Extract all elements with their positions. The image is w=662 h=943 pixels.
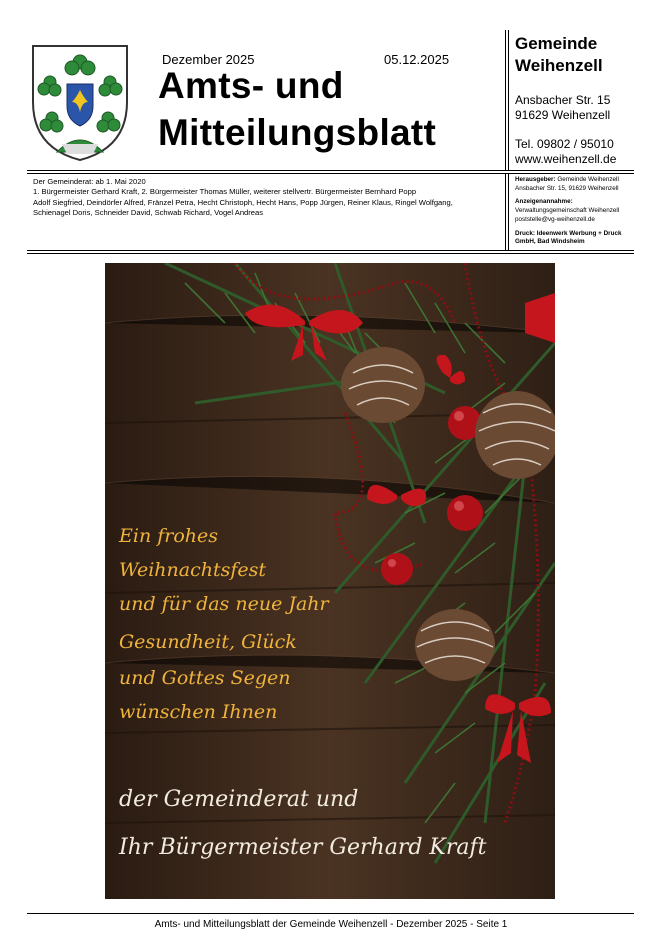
masthead-title-line1: Amts- und	[158, 65, 344, 106]
greeting-line-5: und Gottes Segen	[119, 667, 291, 689]
municipality-street: Ansbacher Str. 15	[515, 93, 611, 107]
print-org: Ideenwerk Werbung + Druck	[536, 229, 622, 237]
greeting-line-4: Gesundheit, Glück	[119, 631, 297, 653]
council-members	[33, 177, 503, 219]
footer-rule	[27, 913, 634, 914]
signature-line-2: Ihr Bürgermeister Gerhard Kraft	[119, 835, 487, 860]
vertical-divider	[508, 174, 509, 250]
municipality-city: 91629 Weihenzell	[515, 108, 611, 122]
vertical-divider	[505, 174, 506, 250]
publisher-label: Herausgeber:	[515, 176, 556, 183]
info-rule	[27, 253, 634, 254]
greeting-line-3: und für das neue Jahr	[119, 593, 329, 615]
christmas-greeting-image	[105, 263, 555, 899]
print-label: Druck:	[515, 229, 535, 237]
imprint	[515, 176, 640, 247]
greeting-line-6: wünschen Ihnen	[119, 701, 278, 723]
municipality-name-line1: Gemeinde	[515, 34, 598, 53]
municipality-name	[515, 33, 655, 77]
municipality-phone: Tel. 09802 / 95010	[515, 137, 614, 151]
council-heading: Der Gemeinderat: ab 1. Mai 2020	[33, 177, 146, 186]
publisher: Gemeinde Weihenzell	[557, 176, 619, 183]
ads-label: Anzeigenannahme:	[515, 198, 573, 206]
council-members-line2: Schienagel Doris, Schneider David, Schwab Richard, Vogel Andreas	[33, 208, 264, 218]
header-rule	[27, 170, 634, 171]
signature-line-1: der Gemeinderat und	[119, 787, 359, 812]
municipality-website: www.weihenzell.de	[515, 152, 617, 166]
issue-date: 05.12.2025	[384, 52, 450, 67]
vertical-divider	[505, 30, 506, 170]
vertical-divider	[508, 30, 509, 170]
greeting-line-2: Weihnachtsfest	[119, 559, 267, 581]
municipal-coat-of-arms	[27, 40, 133, 164]
greeting-line-1: Ein frohes	[119, 525, 219, 547]
publisher-address: Ansbacher Str. 15, 91629 Weihenzell	[515, 184, 619, 192]
ads-org: Verwaltungsgemeinschaft Weihenzell	[515, 207, 620, 215]
issue-month: Dezember 2025	[162, 52, 255, 67]
info-rule	[27, 250, 634, 251]
header-rule	[27, 173, 634, 174]
page-footer: Amts- und Mitteilungsblatt der Gemeinde Weihenzell - Dezember 2025 - Seite 1	[154, 919, 508, 930]
print-org-line2: GmbH, Bad Windsheim	[515, 238, 585, 246]
council-members-line1: Adolf Siegfried, Deindörfer Alfred, Fränzel Petra, Hecht Christoph, Hecht Hans, Popp Jürgen, Reiner Klaus, Ringel Wolfgang,	[33, 197, 453, 207]
municipality-name-line2: Weihenzell	[515, 56, 603, 75]
council-mayors: 1. Bürgermeister Gerhard Kraft, 2. Bürgermeister Thomas Müller, weiterer stellvertr. Bürgermeister Bernhard Popp	[33, 187, 417, 197]
masthead-title-line2: Mitteilungsblatt	[158, 112, 437, 153]
ads-email: poststelle@vg-weihenzell.de	[515, 215, 595, 223]
